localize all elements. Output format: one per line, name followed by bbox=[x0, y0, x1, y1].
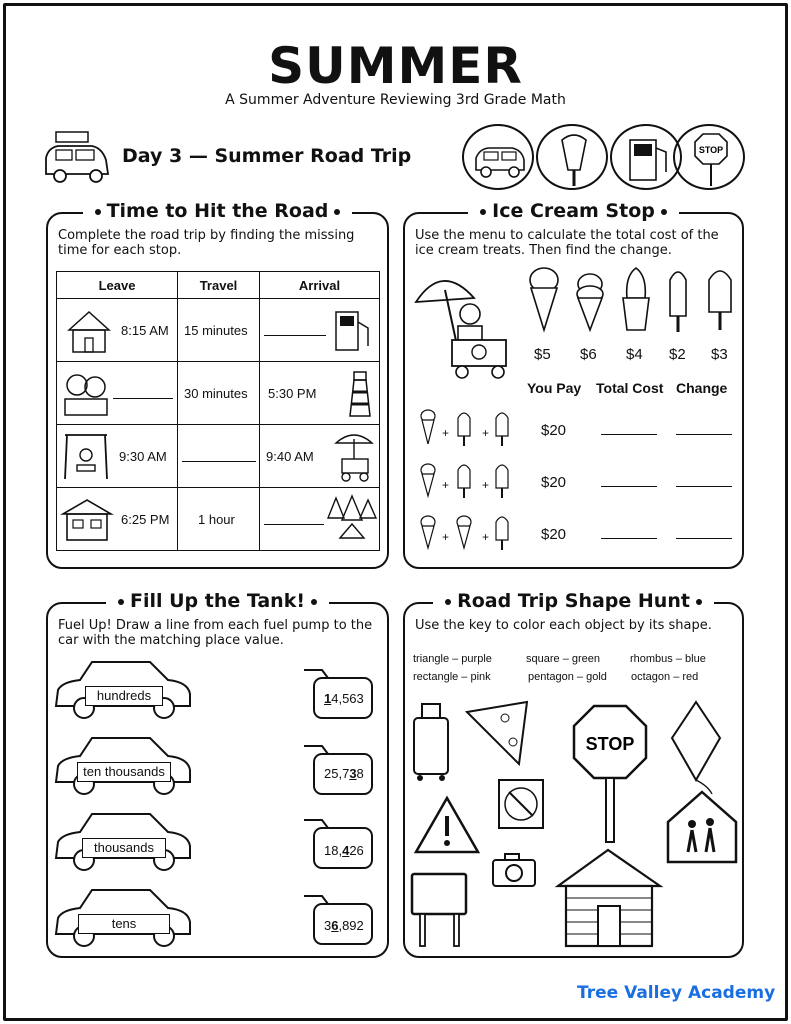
arrival-cell bbox=[260, 362, 380, 425]
pizza-slice-icon[interactable] bbox=[465, 698, 531, 768]
camera-icon[interactable] bbox=[491, 852, 537, 888]
swing-icon bbox=[61, 431, 111, 483]
road-trip-panel bbox=[46, 200, 389, 569]
total-cost-blank[interactable] bbox=[601, 486, 657, 487]
zoo-animals-icon bbox=[61, 369, 111, 419]
school-crossing-sign-icon[interactable] bbox=[664, 790, 740, 866]
shape-key-item: triangle – purple bbox=[413, 653, 492, 665]
plus-sign: + bbox=[442, 530, 450, 544]
treat-set-icon bbox=[420, 408, 510, 448]
road-trip-instructions: Complete the road trip by finding the missing time for each stop. bbox=[58, 228, 355, 258]
leave-cell bbox=[57, 488, 178, 551]
fuel-instructions: Fuel Up! Draw a line from each fuel pump to the car with the matching place value. bbox=[58, 618, 373, 648]
kite-icon[interactable] bbox=[668, 700, 724, 796]
you-pay-header: You Pay bbox=[527, 380, 582, 396]
fuel-pump-number[interactable]: 14,563 bbox=[324, 691, 364, 706]
lighthouse-icon bbox=[340, 366, 380, 422]
road-trip-table bbox=[56, 271, 380, 551]
change-header: Change bbox=[676, 380, 728, 396]
stop-sign-icon[interactable] bbox=[572, 704, 648, 844]
table-row bbox=[57, 425, 380, 488]
fuel-pump-number[interactable]: 36,892 bbox=[324, 918, 364, 933]
column-header: Leave bbox=[57, 272, 178, 299]
fuel-title: Fill Up the Tank! bbox=[106, 588, 329, 614]
car-place-value-label[interactable]: tens bbox=[78, 914, 170, 934]
travel-time: 1 hour bbox=[198, 512, 235, 527]
table-row bbox=[57, 488, 380, 551]
shape-key-item: rhombus – blue bbox=[630, 653, 706, 665]
house-icon bbox=[63, 306, 113, 356]
travel-blank[interactable] bbox=[182, 461, 256, 462]
plus-sign: + bbox=[482, 530, 490, 544]
leave-cell bbox=[57, 425, 178, 488]
shape-key-item: pentagon – gold bbox=[528, 671, 607, 683]
price-label: $2 bbox=[669, 346, 686, 363]
plus-sign: + bbox=[442, 426, 450, 440]
shape-key-item: octagon – red bbox=[631, 671, 699, 683]
travel-time: 15 minutes bbox=[184, 323, 248, 338]
fuel-pump-number[interactable]: 25,738 bbox=[324, 766, 364, 781]
change-blank[interactable] bbox=[676, 538, 732, 539]
popsicle-badge bbox=[536, 124, 608, 190]
shape-hunt-instructions: Use the key to color each object by its shape. bbox=[415, 618, 712, 633]
shape-key-item: rectangle – pink bbox=[413, 671, 491, 683]
plus-sign: + bbox=[482, 426, 490, 440]
arrival-cell bbox=[260, 425, 380, 488]
travel-time: 30 minutes bbox=[184, 386, 248, 401]
you-pay-amount: $20 bbox=[541, 526, 567, 543]
plus-sign: + bbox=[482, 478, 490, 492]
leave-cell[interactable] bbox=[57, 362, 178, 425]
rocket-pop-icon bbox=[665, 266, 691, 334]
cone-icon bbox=[527, 266, 561, 332]
log-cabin-icon[interactable] bbox=[556, 846, 662, 950]
ice-cream-cart-icon bbox=[412, 268, 512, 380]
travel-cell[interactable] bbox=[178, 425, 260, 488]
car-badge bbox=[462, 124, 534, 190]
suitcase-icon[interactable] bbox=[410, 700, 454, 782]
arrival-cell[interactable] bbox=[260, 299, 380, 362]
you-pay-amount: $20 bbox=[541, 474, 567, 491]
ice-cream-title: Ice Cream Stop bbox=[468, 198, 679, 224]
car-place-value-label[interactable]: ten thousands bbox=[77, 762, 171, 782]
total-cost-blank[interactable] bbox=[601, 434, 657, 435]
car-icon bbox=[42, 130, 112, 186]
column-header: Arrival bbox=[260, 272, 380, 299]
leave-time: 9:30 AM bbox=[119, 449, 167, 464]
shape-key-item: square – green bbox=[526, 653, 600, 665]
column-header: Travel bbox=[178, 272, 260, 299]
page-title: SUMMER bbox=[268, 37, 523, 95]
price-label: $3 bbox=[711, 346, 728, 363]
price-label: $6 bbox=[580, 346, 597, 363]
campsite-icon bbox=[326, 494, 380, 544]
leave-cell bbox=[57, 299, 178, 362]
car-icon bbox=[464, 126, 536, 192]
plus-sign: + bbox=[442, 478, 450, 492]
travel-cell bbox=[178, 488, 260, 551]
car-place-value-label[interactable]: hundreds bbox=[85, 686, 163, 706]
no-u-turn-sign-icon[interactable] bbox=[497, 778, 545, 830]
page-subtitle: A Summer Adventure Reviewing 3rd Grade Math bbox=[225, 92, 566, 108]
ice-cream-instructions: Use the menu to calculate the total cost of the ice cream treats. Then find the change. bbox=[415, 228, 719, 258]
blank-sign-icon[interactable] bbox=[410, 872, 470, 950]
travel-cell bbox=[178, 362, 260, 425]
brand-logo: Tree Valley Academy bbox=[577, 983, 776, 1003]
day-heading: Day 3 — Summer Road Trip bbox=[122, 145, 412, 167]
arrival-time: 5:30 PM bbox=[268, 386, 317, 401]
popsicle-icon bbox=[705, 264, 735, 334]
price-label: $5 bbox=[534, 346, 551, 363]
svg-text:STOP: STOP bbox=[698, 145, 724, 155]
travel-cell bbox=[178, 299, 260, 362]
fuel-can-icon bbox=[300, 814, 376, 870]
stop-sign-badge bbox=[673, 124, 745, 190]
popsicle-icon bbox=[538, 126, 610, 192]
road-trip-title: Time to Hit the Road bbox=[83, 198, 353, 224]
warning-sign-icon[interactable] bbox=[414, 796, 480, 856]
soft-serve-cone-icon bbox=[575, 270, 605, 332]
leave-time: 8:15 AM bbox=[121, 323, 169, 338]
change-blank[interactable] bbox=[676, 486, 732, 487]
change-blank[interactable] bbox=[676, 434, 732, 435]
car-place-value-label[interactable]: thousands bbox=[82, 838, 166, 858]
table-row bbox=[57, 299, 380, 362]
arrival-blank[interactable] bbox=[264, 524, 324, 525]
table-row bbox=[57, 362, 380, 425]
arrival-blank[interactable] bbox=[264, 335, 326, 336]
you-pay-amount: $20 bbox=[541, 422, 567, 439]
gas-station-icon bbox=[330, 306, 374, 356]
stop-sign-icon bbox=[675, 126, 747, 192]
svg-text:STOP: STOP bbox=[585, 734, 635, 754]
total-cost-blank[interactable] bbox=[601, 538, 657, 539]
price-label: $4 bbox=[626, 346, 643, 363]
treat-set-icon bbox=[420, 460, 510, 500]
total-cost-header: Total Cost bbox=[596, 380, 664, 396]
cabin-icon bbox=[61, 496, 113, 544]
leave-time: 6:25 PM bbox=[121, 512, 170, 527]
arrival-time: 9:40 AM bbox=[266, 449, 314, 464]
ice-cream-cart-icon bbox=[332, 429, 376, 485]
shape-hunt-title: Road Trip Shape Hunt bbox=[433, 588, 714, 614]
gas-pump-badge bbox=[610, 124, 682, 190]
ice-cream-cup-icon bbox=[619, 264, 653, 332]
treat-set-icon bbox=[420, 512, 510, 552]
fuel-pump-number[interactable]: 18,426 bbox=[324, 843, 364, 858]
leave-blank[interactable] bbox=[113, 398, 173, 399]
arrival-cell[interactable] bbox=[260, 488, 380, 551]
